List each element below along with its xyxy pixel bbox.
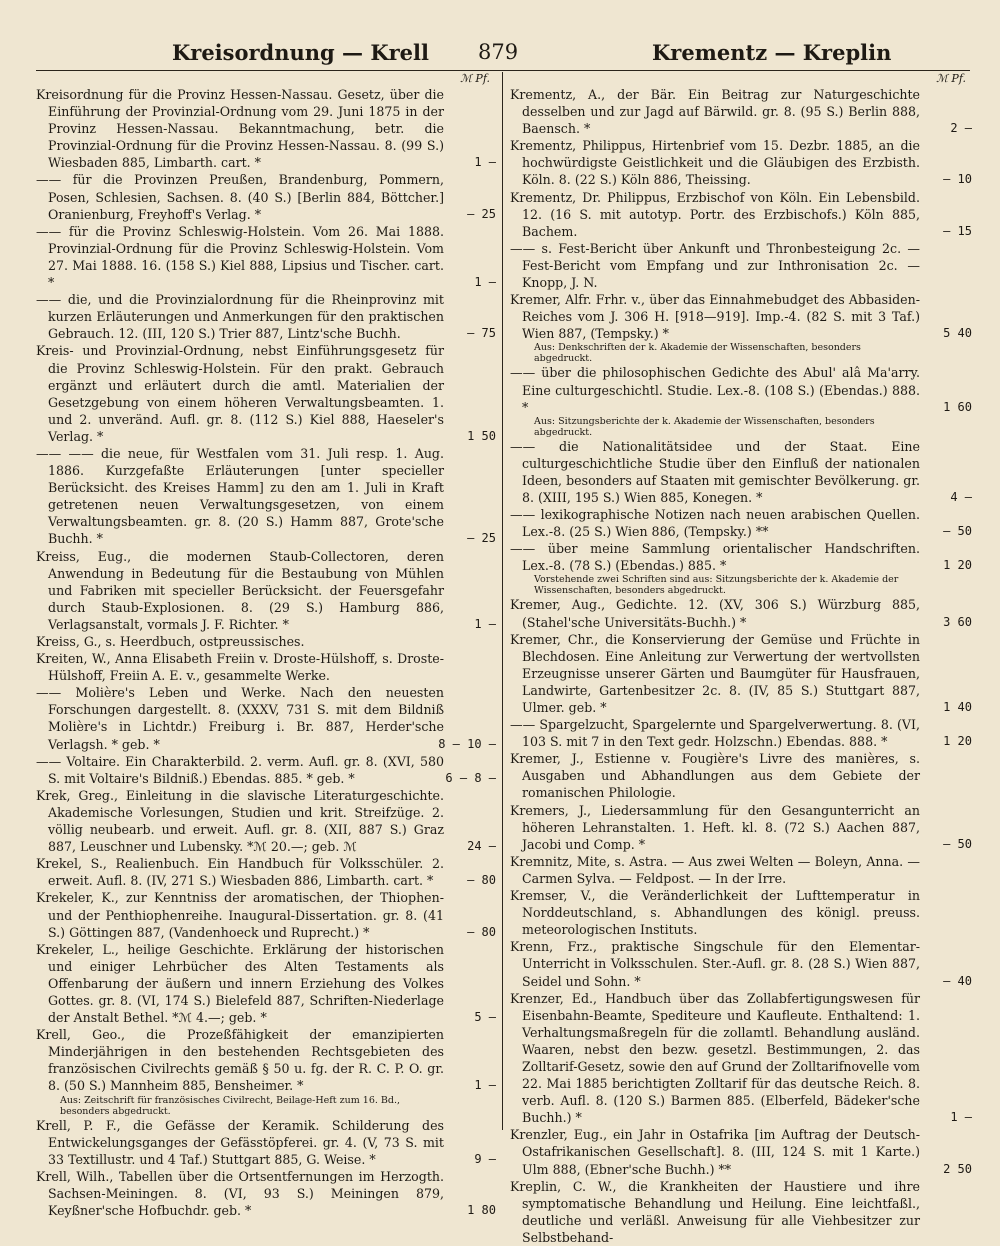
left-running-title: Kreisordnung — Krell	[172, 40, 429, 65]
entry-price: 4 —	[950, 489, 972, 504]
entry-price: 1 —	[474, 616, 496, 631]
catalog-entry	[36, 889, 496, 940]
page-number: 879	[478, 40, 519, 64]
entry-text: Kremer, J., Estienne v. Fougière's Livre des manières, s. Ausgaben und Abhandlungen aus dem Gebiete der romanischen Philologie.	[510, 751, 920, 801]
entry-text: —— für die Provinzen Preußen, Brandenburg, Pommern, Posen, Schlesien, Sachsen. 8. (40 S.) [Berlin 884, Böttcher.] Oranienburg, Freyhoff's Verlag. *	[36, 172, 444, 222]
catalog-entry	[510, 887, 972, 938]
catalog-entry	[36, 684, 496, 752]
entry-price: 5 —	[474, 1010, 496, 1025]
catalog-entry	[510, 596, 972, 630]
catalog-entry	[510, 853, 972, 887]
header-rule	[36, 70, 970, 71]
catalog-entry	[510, 137, 972, 188]
entry-text: Kreplin, C. W., die Krankheiten der Haustiere und ihre symptomatische Behandlung und Heilung. Eine leichtfaßl., deutliche und verläßl. Anweisung für alle Viehbesitzer zur Selbstbehand-	[510, 1178, 920, 1245]
catalog-entry	[510, 631, 972, 716]
entry-text: —— lexikographische Notizen nach neuen arabischen Quellen. Lex.-8. (25 S.) Wien 886, (Tempsky.) **	[510, 507, 920, 540]
currency-header-left: ℳ Pf.	[460, 72, 490, 85]
catalog-entry	[36, 291, 496, 342]
column-divider	[502, 72, 503, 1130]
entry-text: Krementz, Philippus, Hirtenbrief vom 15. Dezbr. 1885, an die hochwürdigste Geistlichkeit und die Gläubigen des Erzbisth. Köln. 8. (22 S.) Köln 886, Theissing.	[510, 138, 920, 188]
entry-text: Krell, Wilh., Tabellen über die Ortsentfernungen im Herzogth. Sachsen-Meiningen. 8. (VI, 93 S.) Meiningen 879, Keyßner'sche Hofbuchdr. geb. *	[36, 1168, 444, 1218]
catalog-entry	[36, 633, 496, 650]
catalog-entry	[510, 240, 972, 291]
catalog-entry	[510, 1126, 972, 1177]
entry-text: —— Molière's Leben und Werke. Nach den neuesten Forschungen dargestellt. 8. (XXXV, 731 S. mit dem Bildniß Molière's in Lichtdr.) Freiburg i. Br. 887, Herder'sche Verlagsh. * geb. *	[36, 685, 444, 752]
catalog-entry	[510, 1178, 972, 1246]
catalog-entry	[36, 1117, 496, 1168]
entry-text: Krementz, Dr. Philippus, Erzbischof von Köln. Ein Lebensbild. 12. (16 S. mit autotyp. Portr. des Erzbischofs.) Köln 885, Bachem.	[510, 189, 920, 239]
entry-text: Kreis- und Provinzial-Ordnung, nebst Einführungsgesetz für die Provinz Schleswig-Holstein. Für den prakt. Gebrauch ergänzt und erläutert durch die amtl. Materialien der Gesetzgebung von einem höheren Verwaltungsbeamten. 1. und 2. unveränd. Aufl. gr. 8. (112 S.) Kiel 888, Haeseler's Verlag. *	[36, 343, 444, 444]
entry-text: Kreiten, W., Anna Elisabeth Freiin v. Droste-Hülshoff, s. Droste-Hülshoff, Freiin A. E. v., gesammelte Werke.	[36, 651, 444, 684]
entry-price: 1 —	[950, 1110, 972, 1125]
entry-price: — 15	[943, 223, 972, 238]
entry-text: Krek, Greg., Einleitung in die slavische Literaturgeschichte. Akademische Vorlesungen, Studien und krit. Streifzüge. 2. völlig neubearb. und erweit. Aufl. gr. 8. (XII, 887 S.) Graz 887, Leuschner und Lubensky. *ℳ 20.—; geb. ℳ	[36, 787, 444, 855]
entry-text: Kreiss, G., s. Heerdbuch, ostpreussisches.	[36, 634, 305, 649]
entry-price: 5 40	[943, 326, 972, 341]
entry-note: Vorstehende zwei Schriften sind aus: Sitzungsberichte der k. Akademie der Wissenschaften, besonders abgedruckt.	[534, 574, 899, 597]
catalog-entry	[36, 650, 496, 684]
entry-price: 2 —	[950, 121, 972, 136]
entry-text: Krenzler, Eug., ein Jahr in Ostafrika [im Auftrag der Deutsch-Ostafrikanischen Gesellschaft]. 8. (III, 124 S. mit 1 Karte.) Ulm 888, (Ebner'sche Buchh.) **	[510, 1127, 920, 1177]
entry-text: Kremer, Alfr. Frhr. v., über das Einnahmebudget des Abbasiden-Reiches vom J. 306 H. [918—919]. Imp.-4. (82 S. mit 3 Taf.) Wien 887, (Tempsky.) *	[510, 292, 920, 342]
entry-price: — 80	[467, 924, 496, 939]
entry-text: Krenzer, Ed., Handbuch über das Zollabfertigungswesen für Eisenbahn-Beamte, Spediteure und Kaufleute. Enthaltend: 1. Verhaltungsmaßregeln für die zollamtl. Behandlung ausländ. Waaren, nebst den bezw. gesetzl. Bestimmungen, 2. das Zolltarif-Gesetz, sowie den auf Grund der Zolltarifnovelle vom 22. Mai 1885 berichtigten Zolltarif für das deutsche Reich. 8. verb. Aufl. 8. (120 S.) Barmen 885. (Elberfeld, Bädeker'sche Buchh.) *	[510, 990, 920, 1126]
catalog-entry	[510, 716, 972, 750]
entry-note: Aus: Sitzungsberichte der k. Akademie der Wissenschaften, besonders abgedruckt.	[534, 415, 875, 438]
right-running-title: Krementz — Kreplin	[652, 40, 892, 65]
catalog-entry	[510, 291, 972, 342]
entry-text: —— die Nationalitätsidee und der Staat. Eine culturgeschichtliche Studie über den Einfluß der nationalen Ideen, besonders auf Staaten mit gemischter Bevölkerung. gr. 8. (XIII, 195 S.) Wien 885, Konegen. *	[510, 438, 920, 505]
entry-price: — 75	[467, 326, 496, 341]
running-head	[0, 40, 1000, 70]
entry-price: — 40	[943, 973, 972, 988]
entry-text: —— über die philosophischen Gedichte des Abul' alâ Ma'arry. Eine culturgeschichtl. Studie. Lex.-8. (108 S.) (Ebendas.) 888. *	[510, 365, 920, 415]
catalog-entry	[36, 86, 496, 171]
entry-price: — 50	[943, 836, 972, 851]
catalog-entry	[36, 548, 496, 633]
catalog-entry	[36, 171, 496, 222]
catalog-entry	[36, 855, 496, 889]
entry-text: Kremer, Chr., die Konservierung der Gemüse und Früchte in Blechdosen. Eine Anleitung zur Verwertung der wertvollsten Erzeugnisse unserer Gärten und Baumgüter für Hausfrauen, Landwirte, Gartenbesitzer 2c. 8. (IV, 85 S.) Stuttgart 887, Ulmer. geb. *	[510, 631, 920, 715]
entry-text: —— —— die neue, für Westfalen vom 31. Juli resp. 1. Aug. 1886. Kurzgefaßte Erläuterungen [unter specieller Berücksicht. des Kreises Hamm] zu den am 1. Juli in Kraft getretenen neuen Verwaltungsgesetzen, von einem Verwaltungsbeamten. gr. 8. (20 S.) Hamm 887, Grote'sche Buchh. *	[36, 445, 444, 547]
entry-text: Kremers, J., Liedersammlung für den Gesangunterricht an höheren Lehranstalten. 1. Heft. kl. 8. (72 S.) Aachen 887, Jacobi und Comp. *	[510, 802, 920, 852]
entry-price: — 25	[467, 531, 496, 546]
catalog-entry	[510, 938, 972, 989]
entry-text: —— Spargelzucht, Spargelernte und Spargelverwertung. 8. (VI, 103 S. mit 7 in den Text gedr. Holzschn.) Ebendas. 888. *	[510, 717, 920, 750]
entry-price: 1 20	[943, 558, 972, 573]
entry-text: Kremer, Aug., Gedichte. 12. (XV, 306 S.) Würzburg 885, (Stahel'sche Universitäts-Buchh.) *	[510, 597, 920, 630]
entry-text: —— für die Provinz Schleswig-Holstein. Vom 26. Mai 1888. Provinzial-Ordnung für die Provinz Schleswig-Holstein. Vom 27. Mai 1888. 16. (158 S.) Kiel 888, Lipsius und Tischer. cart. *	[36, 223, 444, 291]
entry-price: 1 40	[943, 700, 972, 714]
entry-price: 1 80	[467, 1203, 496, 1217]
entry-price: — 80	[467, 873, 496, 888]
entry-price: 1 —	[474, 155, 496, 170]
entry-price: 6 — 8 —	[445, 770, 496, 785]
entry-price: 1 20	[943, 734, 972, 749]
entry-text: Kreisordnung für die Provinz Hessen-Nassau. Gesetz, über die Einführung der Provinzial-Ordnung vom 29. Juni 1875 in der Provinz Hessen-Nassau. Bekanntmachung, betr. die Provinzial-Ordnung für die Provinz Hessen-Nassau. 8. (99 S.) Wiesbaden 885, Limbarth. cart. *	[36, 87, 444, 171]
catalog-entry	[36, 787, 496, 855]
entry-text: Krell, P. F., die Gefässe der Keramik. Schilderung des Entwickelungsganges der Gefässtöpferei. gr. 4. (V, 73 S. mit 33 Textillustr. und 4 Taf.) Stuttgart 885, G. Weise. *	[36, 1117, 444, 1167]
entry-text: —— Voltaire. Ein Charakterbild. 2. verm. Aufl. gr. 8. (XVI, 580 S. mit Voltaire's Bildniß.) Ebendas. 885. * geb. *	[36, 753, 444, 786]
entry-text: —— die, und die Provinzialordnung für die Rheinprovinz mit kurzen Erläuterungen und Anmerkungen für den praktischen Gebrauch. 12. (III, 120 S.) Trier 887, Lintz'sche Buchh.	[36, 292, 444, 342]
entry-price: 3 60	[943, 614, 972, 629]
entry-price: 9 —	[474, 1151, 496, 1166]
catalog-entry	[36, 1026, 496, 1094]
entry-text: Krell, Geo., die Prozeßfähigkeit der emanzipierten Minderjährigen in den bestehenden Rechtsgebieten des französischen Civilrechts gemäß § 50 u. fg. der R. C. P. O. gr. 8. (50 S.) Mannheim 885, Bensheimer. *	[36, 1027, 444, 1094]
entry-note: Aus: Denkschriften der k. Akademie der Wissenschaften, besonders abgedruckt.	[534, 342, 861, 365]
entry-text: Kremnitz, Mite, s. Astra. — Aus zwei Welten — Boleyn, Anna. — Carmen Sylva. — Feldpost. — In der Irre.	[510, 853, 920, 886]
entry-text: Kreiss, Eug., die modernen Staub-Collectoren, deren Anwendung in Bedeutung für die Bestaubung von Mühlen und Fabriken mit specieller Berücksicht. der Feuersgefahr durch Staub-Explosionen. 8. (29 S.) Hamburg 886, Verlagsanstalt, vormals J. F. Richter. *	[36, 548, 444, 632]
catalog-entry	[36, 941, 496, 1026]
entry-price: 1 —	[474, 1078, 496, 1093]
entry-text: Krementz, A., der Bär. Ein Beitrag zur Naturgeschichte desselben und zur Jagd auf Bärwild. gr. 8. (95 S.) Berlin 888, Baensch. *	[510, 87, 920, 137]
catalog-entry	[36, 1168, 496, 1219]
catalog-entry	[510, 438, 972, 506]
entry-note: Aus: Zeitschrift für französisches Civilrecht, Beilage-Heft zum 16. Bd., besonders abgedruckt.	[60, 1094, 401, 1117]
right-column	[510, 72, 972, 1245]
catalog-entry	[510, 802, 972, 853]
entry-price: 24 —	[467, 839, 496, 854]
entry-price: 1 —	[474, 275, 496, 290]
entry-price: — 10	[943, 172, 972, 187]
entry-price: — 25	[467, 206, 496, 221]
catalog-entry	[36, 753, 496, 787]
entry-price: — 50	[943, 524, 972, 539]
currency-header-right: ℳ Pf.	[936, 72, 966, 85]
catalog-entry	[510, 364, 972, 415]
catalog-entry	[36, 223, 496, 291]
entry-text: —— s. Fest-Bericht über Ankunft und Thronbesteigung 2c. — Fest-Bericht vom Empfang und zur Inthronisation 2c. — Knopp, J. N.	[510, 240, 920, 291]
entry-text: Krekel, S., Realienbuch. Ein Handbuch für Volksschüler. 2. erweit. Aufl. 8. (IV, 271 S.) Wiesbaden 886, Limbarth. cart. *	[36, 856, 444, 889]
entry-price: 1 60	[943, 399, 972, 414]
catalog-entry	[510, 540, 972, 574]
catalog-entry	[510, 86, 972, 137]
entry-price: 8 — 10 —	[438, 736, 496, 751]
entry-text: Krekeler, L., heilige Geschichte. Erklärung der historischen und einiger Lehrbücher des Alten Testaments als Offenbarung der äußern und innern Erziehung des Volkes Gottes. gr. 8. (VI, 174 S.) Bielefeld 887, Schriften-Niederlage der Anstalt Bethel. *ℳ 4.—; geb. *	[36, 941, 444, 1026]
catalog-entry	[510, 189, 972, 240]
catalog-entry	[510, 506, 972, 540]
catalog-entry	[510, 750, 972, 801]
entry-text: —— über meine Sammlung orientalischer Handschriften. Lex.-8. (78 S.) (Ebendas.) 885. *	[510, 541, 920, 574]
entry-text: Krenn, Frz., praktische Singschule für den Elementar-Unterricht in Volksschulen. Ster.-Aufl. gr. 8. (28 S.) Wien 887, Seidel und Sohn. *	[510, 939, 920, 989]
entry-text: Kremser, V., die Veränderlichkeit der Lufttemperatur in Norddeutschland, s. Abhandlungen des königl. preuss. meteorologischen Instituts.	[510, 888, 920, 938]
entry-price: 1 50	[467, 428, 496, 443]
entry-text: Krekeler, K., zur Kenntniss der aromatischen, der Thiophen- und der Penthiophenreihe. Inaugural-Dissertation. gr. 8. (41 S.) Göttingen 887, (Vandenhoeck und Ruprecht.) *	[36, 890, 444, 940]
left-column	[36, 72, 496, 1218]
entry-price: 2 50	[943, 1161, 972, 1176]
catalog-entry	[36, 342, 496, 445]
catalog-entry	[36, 445, 496, 548]
catalog-entry	[510, 990, 972, 1127]
